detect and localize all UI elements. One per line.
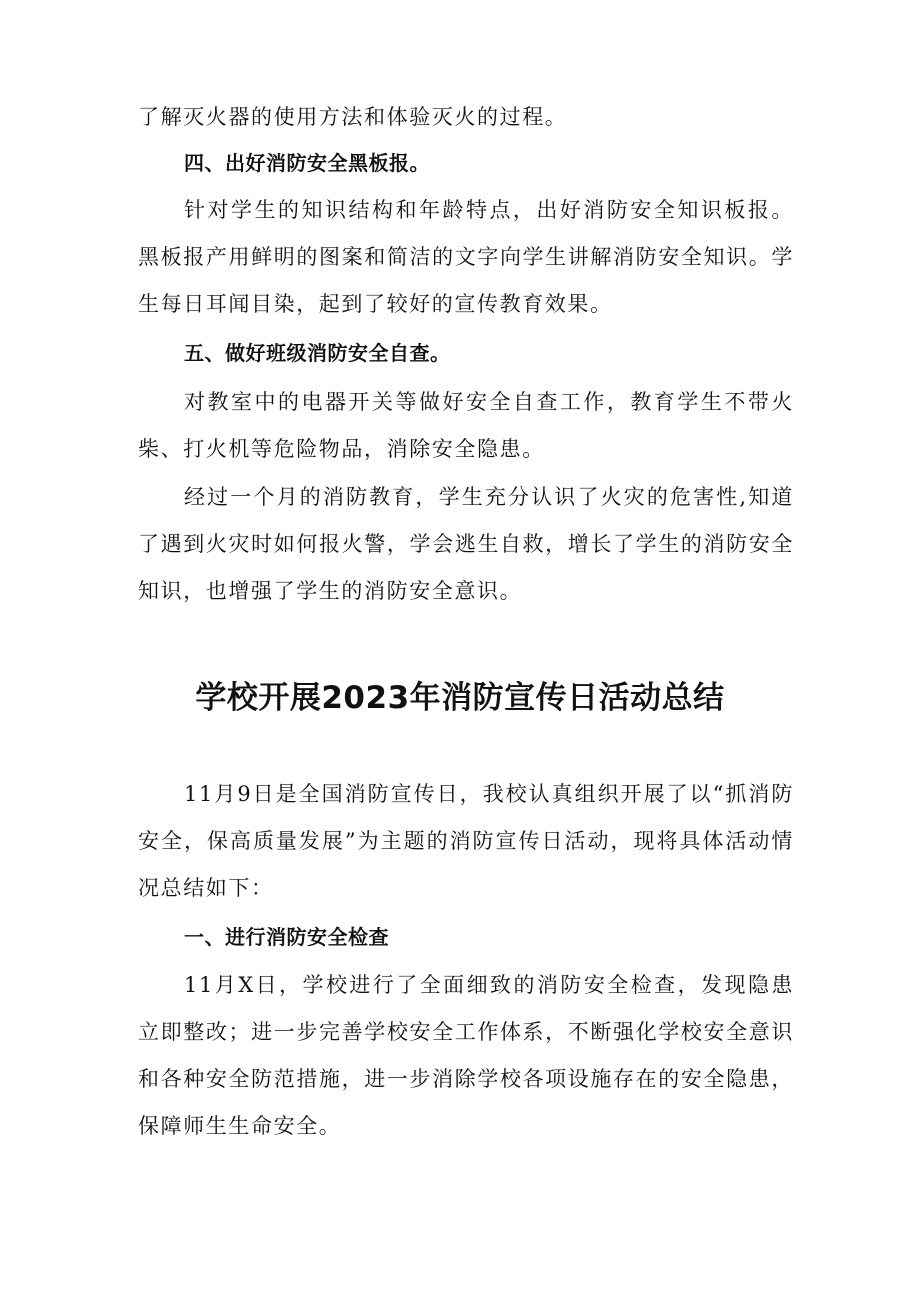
section-heading-5: 五、做好班级消防安全自查。 [184, 341, 451, 365]
paragraph-conclusion: 经过一个月的消防教育，学生充分认识了火灾的危害性,知道了遇到火灾时如何报火警，学会逃生自救，增长了学生的消防安全知识，也增强了学生的消防安全意识。 [138, 485, 794, 603]
paragraph-self-check: 对教室中的电器开关等做好安全自查工作，教育学生不带火柴、打火机等危险物品，消除安全隐患。 [138, 390, 794, 461]
paragraph-blackboard: 针对学生的知识结构和年龄特点，出好消防安全知识板报。黑板报产用鲜明的图案和简洁的文字向学生讲解消防安全知识。学生每日耳闻目染，起到了较好的宣传教育效果。 [138, 198, 794, 316]
section-heading-4: 四、出好消防安全黑板报。 [184, 151, 430, 175]
continuation-paragraph: 了解灭火器的使用方法和体验灭火的过程。 [138, 105, 568, 129]
article-title: 学校开展2023年消防宣传日活动总结 [195, 680, 725, 716]
section-heading-1: 一、进行消防安全检查 [184, 925, 389, 949]
paragraph-intro: 11月9日是全国消防宣传日，我校认真组织开展了以“抓消防安全，保高质量发展”为主题的消防宣传日活动，现将具体活动情况总结如下： [138, 782, 794, 900]
paragraph-inspection: 11月X日，学校进行了全面细致的消防安全检查，发现隐患立即整改；进一步完善学校安全工作体系，不断强化学校安全意识和各种安全防范措施，进一步消除学校各项设施存在的安全隐患，保障师生生命安全。 [138, 973, 794, 1138]
